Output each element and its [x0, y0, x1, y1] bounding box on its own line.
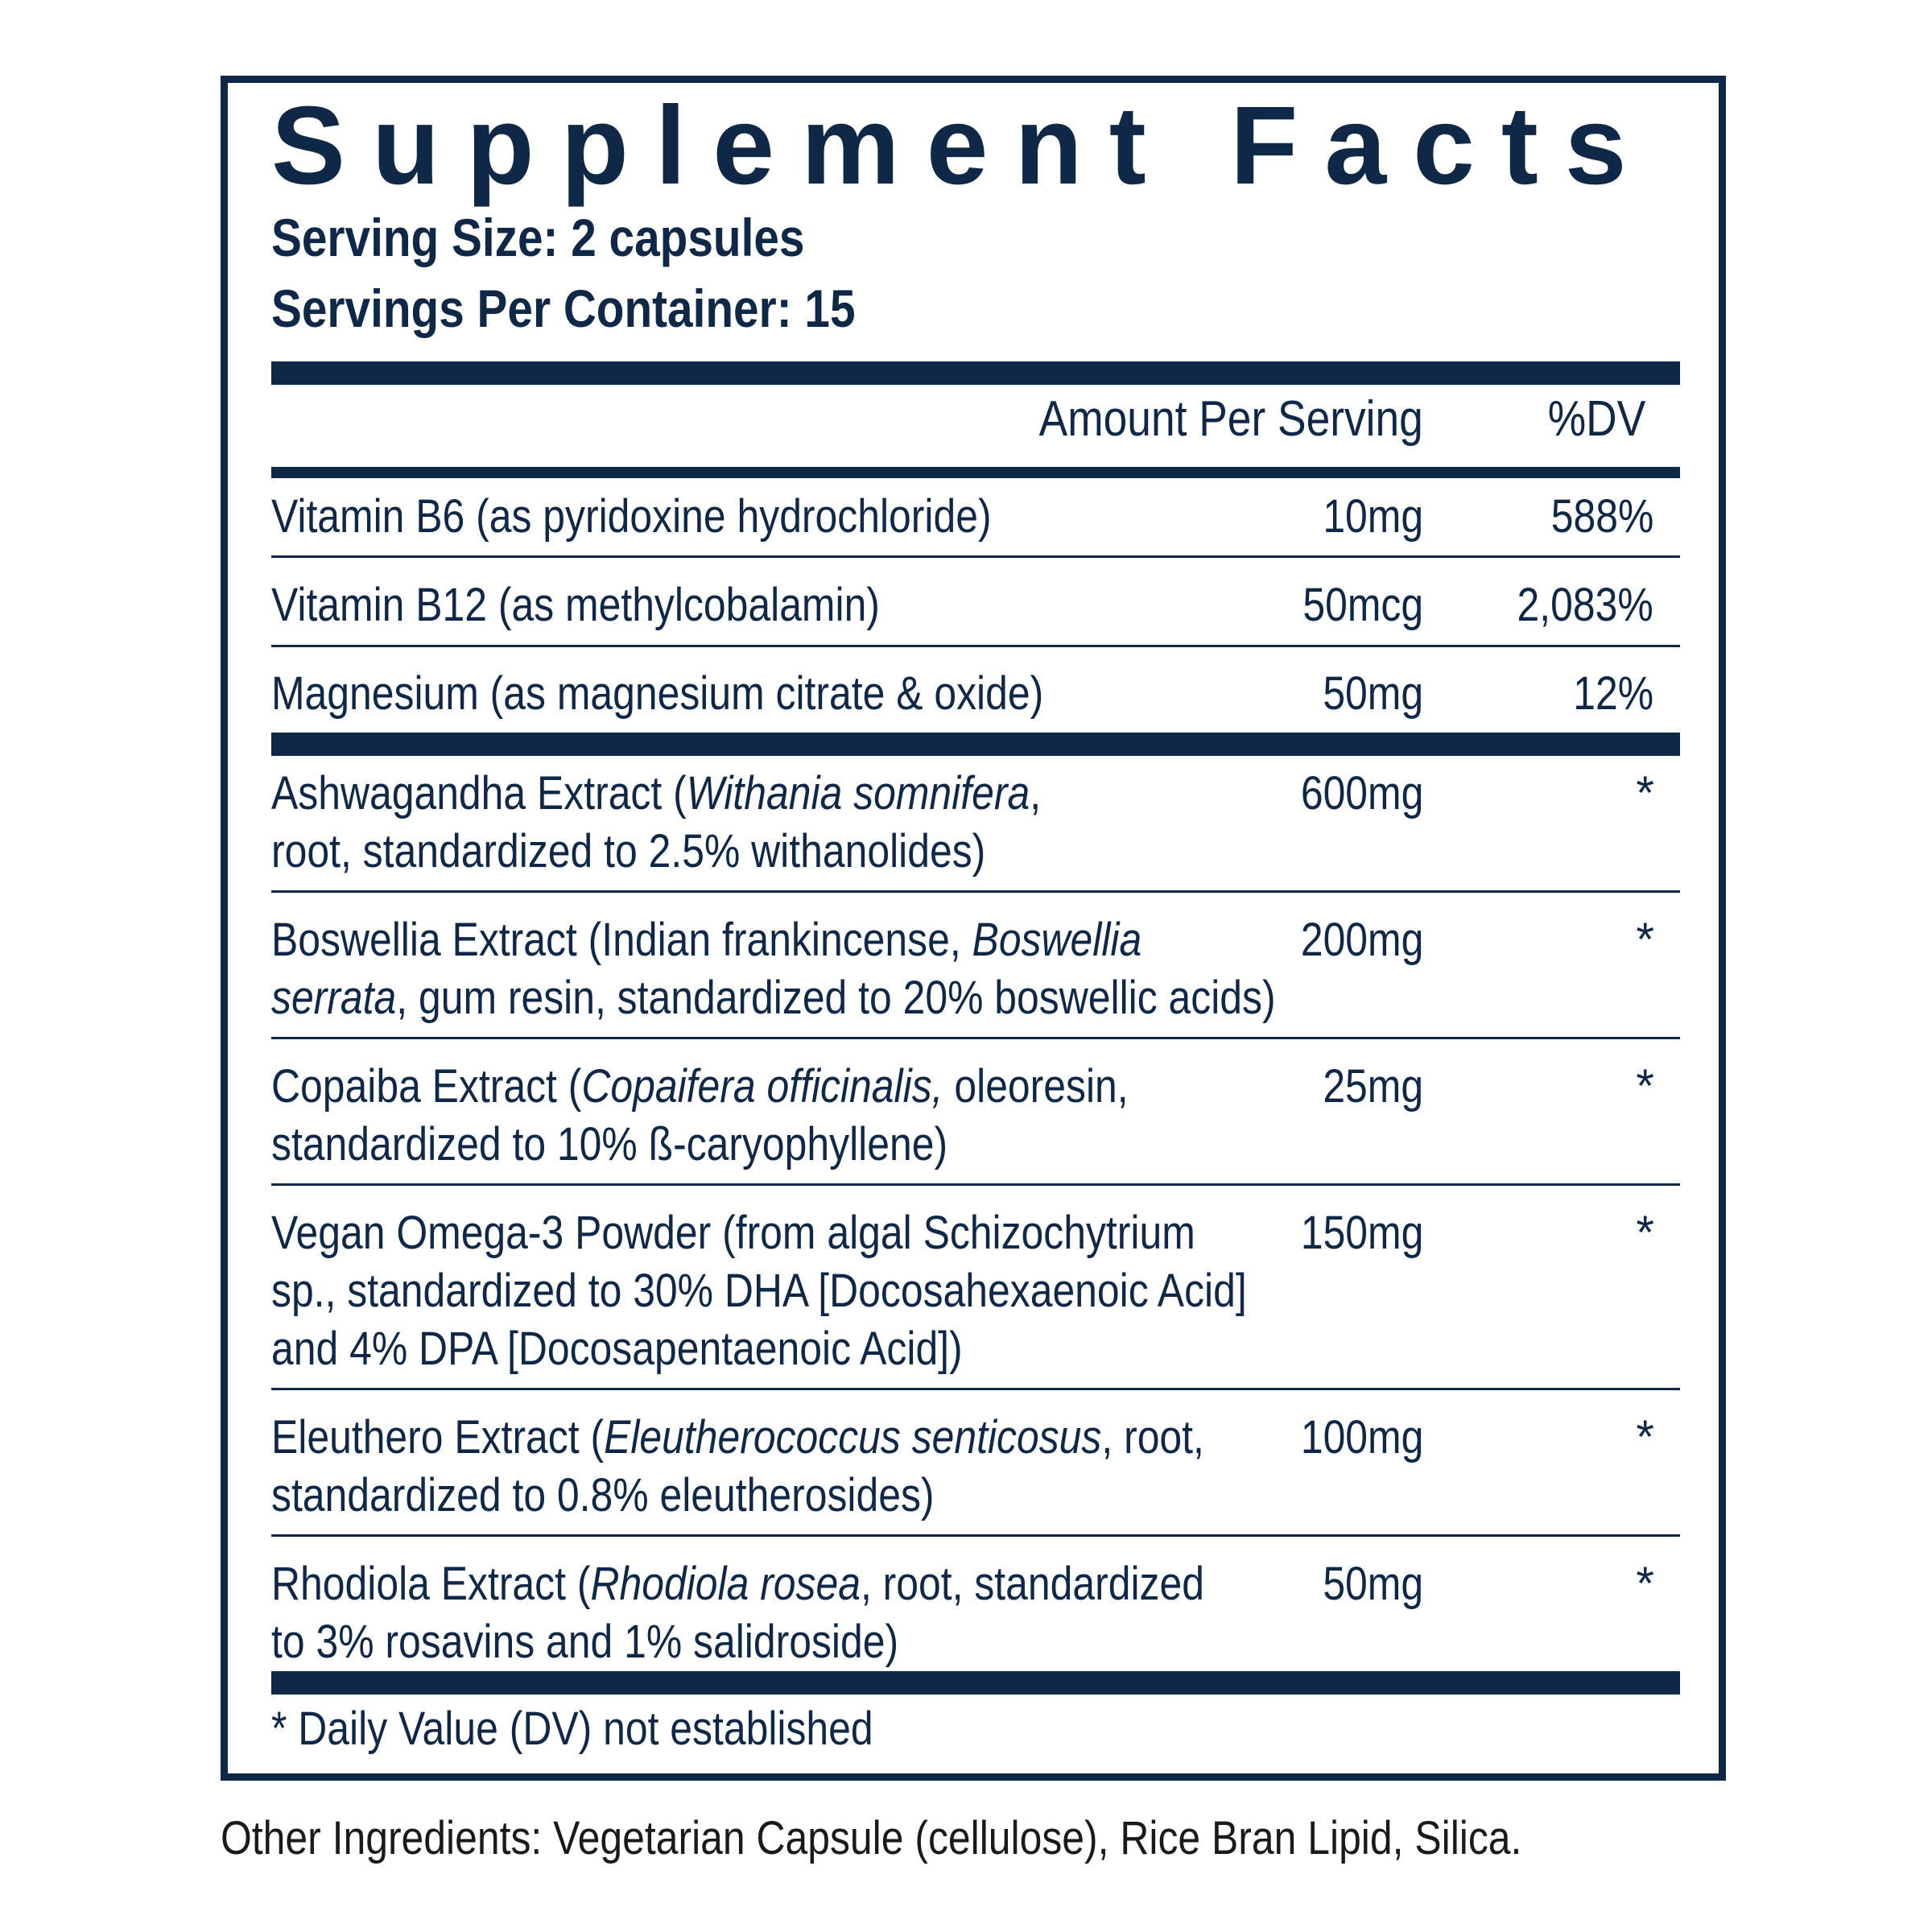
ingredient-name: Rhodiola Extract (Rhodiola rosea, root, standardized to 3% rosavins and 1% salidroside) [271, 1558, 1204, 1668]
ingredient-amount: 600mg [1300, 767, 1423, 819]
medium-divider [271, 467, 1680, 478]
dv-not-established-mark: * [1636, 767, 1654, 819]
row-divider [271, 1388, 1680, 1390]
thick-divider-bottom [271, 1671, 1680, 1695]
ingredient-name: Eleuthero Extract (Eleutherococcus senticosus, root, standardized to 0.8% eleutherosides) [271, 1411, 1204, 1521]
nutrient-name: Vitamin B12 (as methylcobalamin) [271, 579, 880, 631]
ingredient-amount: 100mg [1300, 1411, 1423, 1463]
nutrient-dv: 588% [1550, 490, 1653, 543]
serving-size: Serving Size: 2 capsules [271, 208, 805, 267]
nutrient-amount: 50mcg [1302, 579, 1423, 631]
dv-header: %DV [1547, 391, 1645, 447]
panel-title: Supplement Facts [271, 84, 1653, 208]
dv-not-established-mark: * [1636, 1411, 1654, 1463]
ingredient-amount: 50mg [1323, 1558, 1423, 1610]
dv-not-established-mark: * [1636, 1207, 1654, 1259]
nutrient-name: Vitamin B6 (as pyridoxine hydrochloride) [271, 490, 992, 543]
ingredient-name: Ashwagandha Extract (Withania somnifera, root, standardized to 2.5% withanolides) [271, 767, 1042, 877]
dv-not-established-mark: * [1636, 914, 1654, 966]
nutrient-amount: 10mg [1323, 490, 1423, 543]
other-ingredients: Other Ingredients: Vegetarian Capsule (cellulose), Rice Bran Lipid, Silica. [221, 1812, 1522, 1864]
row-divider [271, 645, 1680, 647]
nutrient-dv: 12% [1573, 667, 1653, 720]
ingredient-name: Boswellia Extract (Indian frankincense, Boswellia serrata, gum resin, standardized to 20% boswellic acids) [271, 914, 1276, 1024]
thick-divider-top [271, 361, 1680, 385]
ingredient-amount: 150mg [1300, 1207, 1423, 1259]
row-divider [271, 890, 1680, 893]
ingredient-name: Copaiba Extract (Copaifera officinalis, oleoresin, standardized to 10% ß-caryophyllene) [271, 1060, 1129, 1170]
row-divider [271, 555, 1680, 558]
servings-per-container: Servings Per Container: 15 [271, 279, 856, 338]
ingredient-amount: 25mg [1323, 1060, 1423, 1113]
amount-per-serving-header: Amount Per Serving [1038, 391, 1423, 447]
dv-footnote: * Daily Value (DV) not established [271, 1703, 873, 1755]
nutrient-amount: 50mg [1323, 667, 1423, 720]
nutrient-name: Magnesium (as magnesium citrate & oxide) [271, 667, 1044, 720]
nutrient-dv: 2,083% [1517, 579, 1653, 631]
row-divider [271, 1183, 1680, 1186]
ingredient-name: Vegan Omega-3 Powder (from algal Schizochytrium sp., standardized to 30% DHA [Docosahexaenoic Acid] and 4% DPA [Docosapentaenoic Acid]) [271, 1207, 1247, 1375]
ingredient-amount: 200mg [1300, 914, 1423, 966]
dv-not-established-mark: * [1636, 1060, 1654, 1113]
thick-divider-middle [271, 733, 1680, 756]
row-divider [271, 1534, 1680, 1537]
dv-not-established-mark: * [1636, 1558, 1654, 1610]
row-divider [271, 1037, 1680, 1039]
